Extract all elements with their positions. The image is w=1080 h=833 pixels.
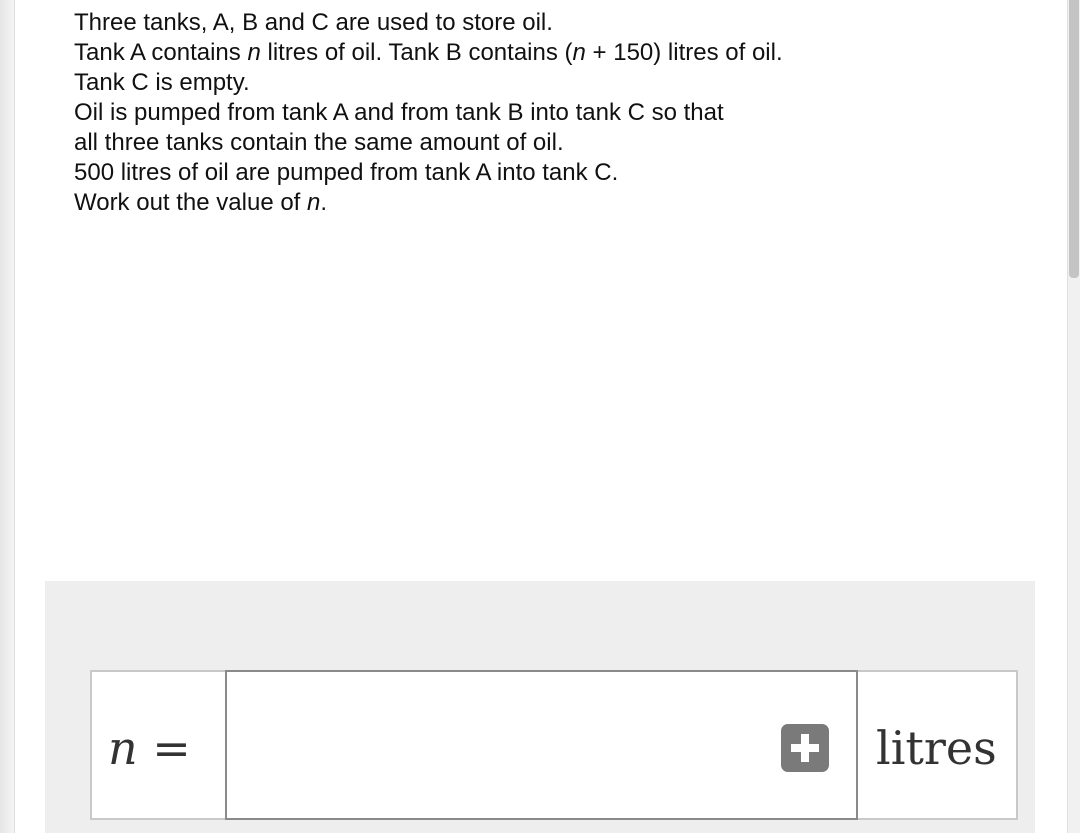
answer-variable: n xyxy=(108,721,138,775)
question-line-5: all three tanks contain the same amount of oil. xyxy=(74,129,564,156)
left-edge xyxy=(0,0,15,833)
answer-input[interactable] xyxy=(225,670,858,820)
question-line-4: Oil is pumped from tank A and from tank B into tank C so that xyxy=(74,99,724,126)
answer-variable-label xyxy=(108,718,191,778)
question-line-2: Tank A contains n litres of oil. Tank B contains (n + 150) litres of oil. xyxy=(74,39,783,66)
plus-icon[interactable] xyxy=(781,724,829,772)
equals-sign: = xyxy=(137,721,191,775)
question-line-6: 500 litres of oil are pumped from tank A into tank C. xyxy=(74,159,619,186)
variable-n: n xyxy=(247,39,261,66)
scrollbar-thumb[interactable] xyxy=(1069,0,1079,278)
variable-n: n xyxy=(572,39,586,66)
question-line-3: Tank C is empty. xyxy=(74,69,250,96)
scrollbar[interactable] xyxy=(1067,0,1080,833)
question-text xyxy=(74,8,1034,218)
question-line-1: Three tanks, A, B and C are used to store oil. xyxy=(74,9,553,36)
question-line-7: Work out the value of n. xyxy=(74,189,328,216)
plus-icon-vertical-bar xyxy=(801,734,809,762)
unit-label: litres xyxy=(876,721,997,775)
variable-n: n xyxy=(307,189,321,216)
